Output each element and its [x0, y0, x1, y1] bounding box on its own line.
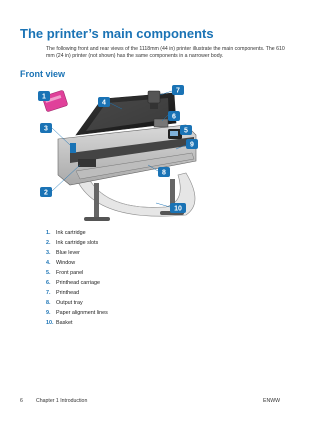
callout-8	[158, 167, 170, 177]
svg-text:7: 7	[176, 87, 180, 95]
svg-text:3: 3	[44, 125, 48, 133]
list-item	[46, 228, 108, 238]
list-item-number: 5.	[46, 270, 51, 276]
ink-slots	[78, 159, 96, 167]
list-item	[46, 258, 108, 268]
callout-9	[186, 139, 198, 149]
callout-4	[98, 97, 110, 107]
list-item-number: 7.	[46, 290, 51, 296]
footer-brand: ENWW	[263, 398, 280, 404]
chapter-label: Chapter 1 Introduction	[36, 398, 88, 404]
blue-lever	[70, 143, 76, 153]
page-footer	[20, 398, 280, 406]
list-item-number: 1.	[46, 230, 51, 236]
printer-front-view-illustration	[36, 83, 208, 225]
list-item-label: Printhead carriage	[56, 280, 101, 286]
list-item-label: Output tray	[56, 300, 83, 306]
page-title: The printer’s main components	[20, 26, 214, 41]
svg-text:4: 4	[102, 99, 106, 107]
list-item-label: Front panel	[56, 270, 84, 276]
callout-7	[172, 85, 184, 95]
list-item	[46, 268, 108, 278]
callout-5	[180, 125, 192, 135]
list-item-label: Blue lever	[56, 250, 80, 256]
list-item	[46, 248, 108, 258]
callout-10	[170, 203, 186, 213]
list-item	[46, 318, 108, 328]
list-item-label: Printhead	[56, 290, 80, 296]
printhead-carriage	[154, 119, 168, 127]
list-item-label: Ink cartridge	[56, 230, 86, 236]
list-item-label: Paper alignment lines	[56, 310, 108, 316]
svg-text:9: 9	[190, 141, 194, 149]
svg-text:5: 5	[184, 127, 188, 135]
svg-text:6: 6	[172, 113, 176, 121]
list-item-number: 3.	[46, 250, 51, 256]
list-item-number: 6.	[46, 280, 51, 286]
svg-text:1: 1	[42, 93, 46, 101]
intro-paragraph: The following front and rear views of the 1118mm (44 in) printer illustrate the main components. The 610 mm (24 in) printer (not shown) has the same components in a narrower body.	[46, 46, 285, 60]
svg-text:10: 10	[174, 205, 182, 213]
list-item	[46, 278, 108, 288]
list-item-number: 8.	[46, 300, 51, 306]
list-item	[46, 238, 108, 248]
section-title-front-view: Front view	[20, 69, 66, 79]
callout-1	[38, 91, 50, 101]
svg-text:8: 8	[162, 169, 166, 177]
list-item-label: Basket	[56, 320, 73, 326]
list-item	[46, 308, 108, 318]
callout-2	[40, 187, 52, 197]
list-item-number: 9.	[46, 310, 51, 316]
svg-text:2: 2	[44, 189, 48, 197]
page-number: 6	[20, 398, 23, 404]
stand-leg-left	[94, 183, 99, 219]
list-item-number: 10.	[46, 320, 54, 326]
list-item-number: 2.	[46, 240, 51, 246]
list-item	[46, 288, 108, 298]
list-item-label: Window	[56, 260, 76, 266]
list-item-label: Ink cartridge slots	[56, 240, 99, 246]
list-item	[46, 298, 108, 308]
callout-6	[168, 111, 180, 121]
component-list	[46, 228, 108, 328]
callout-3	[40, 123, 52, 133]
list-item-number: 4.	[46, 260, 51, 266]
